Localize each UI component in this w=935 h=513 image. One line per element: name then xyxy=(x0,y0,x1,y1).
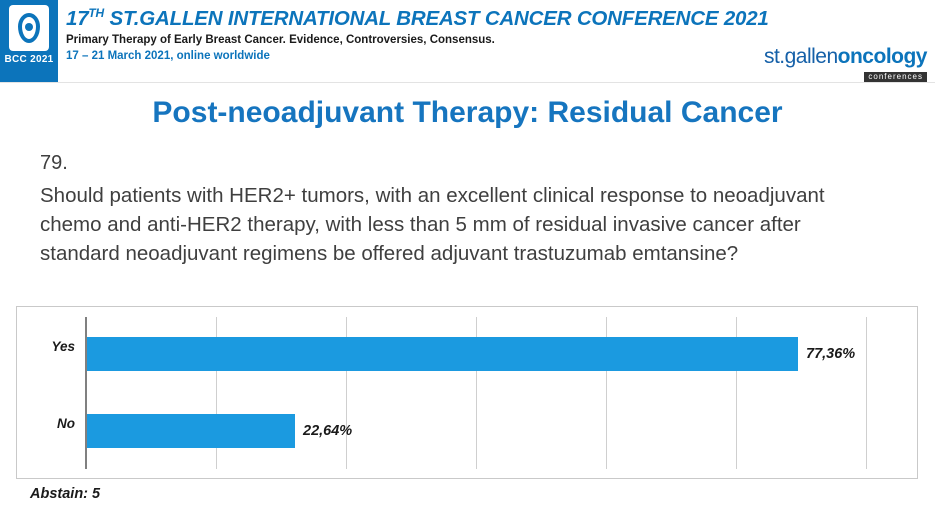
oncology-conferences-brand xyxy=(764,46,927,83)
conference-title: 17TH ST.GALLEN INTERNATIONAL BREAST CANCER CONFERENCE 2021 xyxy=(66,6,769,30)
category-label-yes: Yes xyxy=(51,339,75,354)
conference-subtitle: Primary Therapy of Early Breast Cancer. Evidence, Controversies, Consensus. xyxy=(66,33,495,46)
bar-no xyxy=(87,414,295,448)
bar-row-no xyxy=(87,414,352,448)
brand-part-stgallen: st.gallen xyxy=(763,45,838,68)
bar-value-yes: 77,36% xyxy=(806,346,856,362)
question-number: 79. xyxy=(40,152,68,174)
category-axis xyxy=(17,317,85,469)
conference-dates: 17 – 21 March 2021, online worldwide xyxy=(66,49,270,62)
header-text-block xyxy=(66,6,769,62)
brand-part-oncology: oncology xyxy=(837,45,927,68)
bar-value-no: 22,64% xyxy=(303,423,353,439)
conference-header xyxy=(0,0,935,83)
slide-title: Post-neoadjuvant Therapy: Residual Cancer xyxy=(152,96,783,129)
bcc-logo-icon xyxy=(9,5,49,51)
abstain-count: Abstain: 5 xyxy=(30,486,101,502)
question-text: Should patients with HER2+ tumors, with an excellent clinical response to neoadjuvant chemo and anti-HER2 therapy, with less than 5 mm of residual invasive cancer after standard neoadjuvant regimens be offered adjuvant trastuzumab emtansine? xyxy=(40,184,825,265)
bar-yes xyxy=(87,337,798,371)
bcc-logo-caption: BCC 2021 xyxy=(4,54,54,65)
poll-results-chart xyxy=(16,306,918,479)
brand-part-conferences: conferences xyxy=(864,72,927,82)
bcc-logo xyxy=(0,0,58,82)
bar-row-yes xyxy=(87,337,855,371)
gridline xyxy=(866,317,867,469)
plot-area xyxy=(85,317,865,469)
category-label-no: No xyxy=(57,416,75,431)
